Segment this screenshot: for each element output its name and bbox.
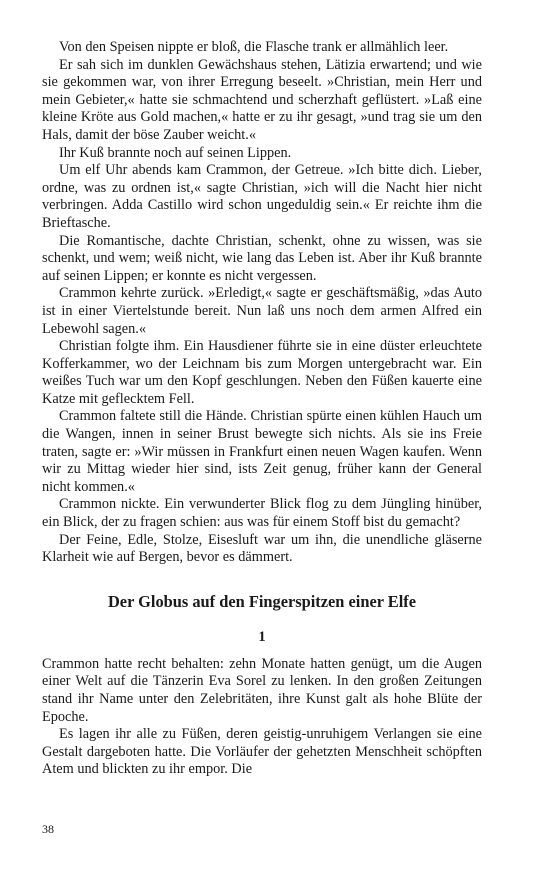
page-number: 38 — [42, 822, 54, 836]
book-page — [42, 39, 482, 779]
chapter-title: Der Globus auf den Fingerspitzen einer Elfe — [107, 591, 417, 611]
paragraph: Um elf Uhr abends kam Crammon, der Getreue. »Ich bitte dich. Lieber, ordne, was zu ordnen ist,« sagte Christian, »ich will die Nacht hier nicht verbringen. Adda Castillo wird schon ungeduldig sein.« Er reichte ihm die Brieftasche. — [42, 162, 482, 231]
paragraph: Ihr Kuß brannte noch auf seinen Lippen. — [59, 144, 292, 161]
paragraph: Es lagen ihr alle zu Füßen, deren geistig-unruhigem Verlangen sie eine Gestalt dargeboten hatte. Die Vorläufer der gehetzten Menschheit schöpften Atem und blickten zu ihr empor. Die — [42, 726, 482, 778]
paragraph: Der Feine, Edle, Stolze, Eisesluft war um ihn, die unendliche gläserne Klarheit wie auf Bergen, bevor es dämmert. — [42, 531, 482, 566]
paragraph: Crammon hatte recht behalten: zehn Monate hatten genügt, um die Augen einer Welt auf die Tänzerin Eva Sorel zu lenken. In den großen Zeitungen stand ihr Name unter den Zelebritäten, ihre Kunst galt als hohe Blüte der Epoche. — [42, 655, 482, 725]
section-number: 1 — [258, 628, 266, 645]
paragraph: Die Romantische, dachte Christian, schenkt, ohne zu wissen, was sie schenkt, und wem; weiß nicht, wie lang das Leben ist. Aber ihr Kuß brannte auf seinen Lippen; er konnte es nicht vergessen. — [42, 232, 482, 284]
paragraph: Crammon kehrte zurück. »Erledigt,« sagte er geschäftsmäßig, »das Auto ist in einer Viertelstunde bereit. Nun laß uns noch dem armen Alfred ein Lebewohl sagen.« — [42, 285, 482, 337]
paragraph: Er sah sich im dunklen Gewächshaus stehen, Lätizia erwartend; und wie sie gekommen war, von ihrer Erregung beseelt. »Christian, mein Herr und mein Gebieter,« hatte sie schmachtend und scherzhaft geflüstert. »Laß eine kleine Kröte aus Gold machen,« hatte er zu ihr gesagt, »und trag sie um den Hals, damit der böse Zauber weicht.« — [42, 56, 482, 143]
paragraph: Christian folgte ihm. Ein Hausdiener führte sie in eine düster erleuchtete Kofferkammer, wo der Leichnam bis zum Morgen untergebracht war. Ein weißes Tuch war um den Kopf geschlungen. Neben den Füßen kauerte eine Katze mit geflecktem Fell. — [42, 338, 482, 407]
paragraph: Crammon nickte. Ein verwunderter Blick flog zu dem Jüngling hinüber, ein Blick, der zu fragen schien: aus was für einem Stoff bist du gemacht? — [42, 496, 482, 531]
paragraph: Crammon faltete still die Hände. Christian spürte einen kühlen Hauch um die Wangen, innen in seiner Brust bewegte sich nichts. Als sie ins Freie traten, sagte er: »Wir müssen in Frankfurt einen neuen Wagen kaufen. Wenn wir zu Mittag wieder hier sind, ists Zeit genug, früher kann der General nicht kommen.« — [42, 408, 482, 495]
paragraph: Von den Speisen nippte er bloß, die Flasche trank er allmählich leer. — [59, 39, 449, 55]
